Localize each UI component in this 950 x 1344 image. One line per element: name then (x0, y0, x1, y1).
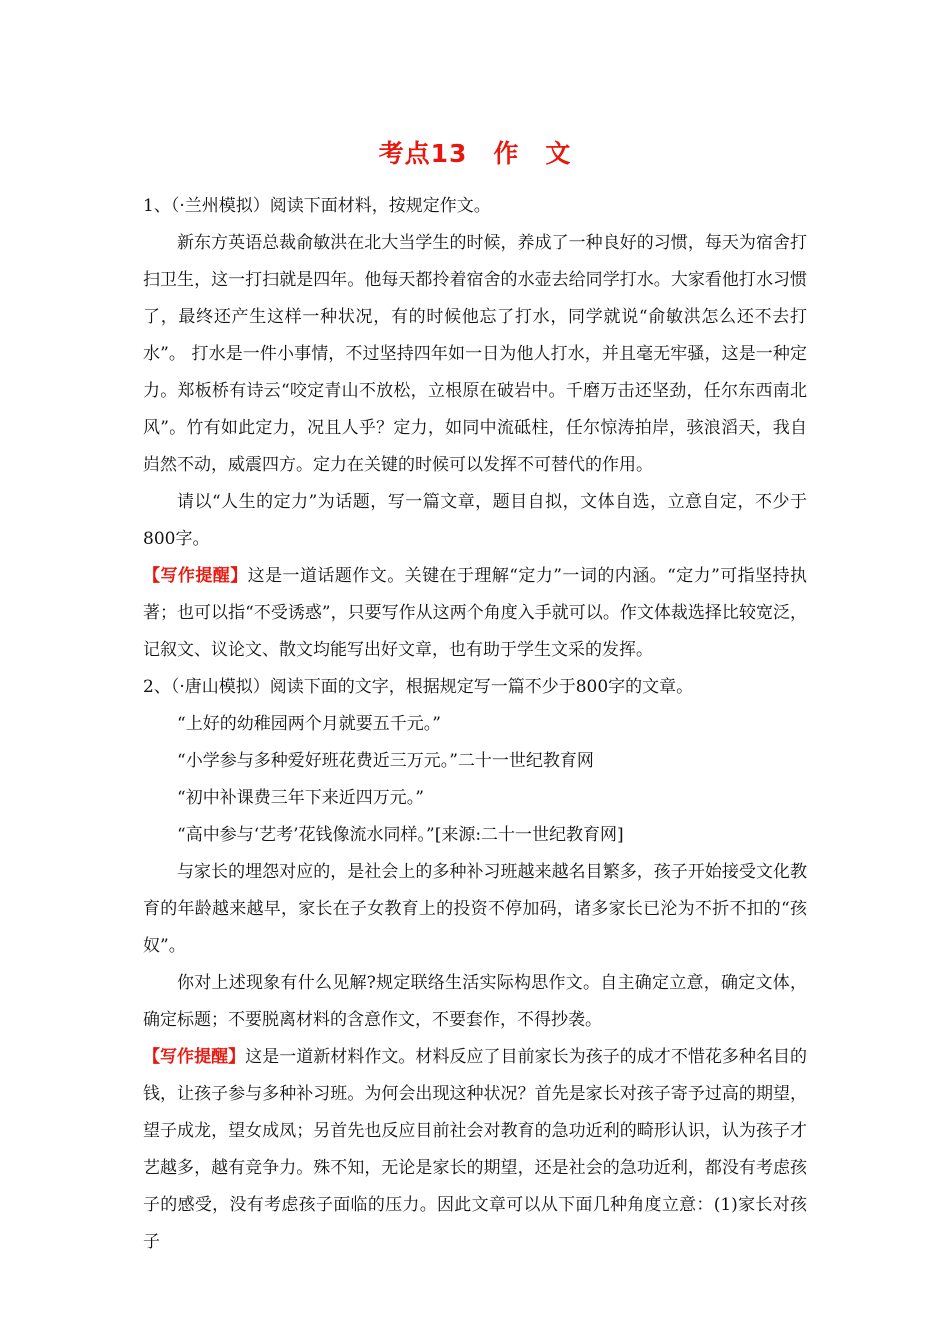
writing-tip-text: 这是一道新材料作文。材料反应了目前家长为孩子的成才不惜花多种名目的钱，让孩子参与多种补习班。为何会出现这种状况？首先是家长对孩子寄予过高的期望，望子成龙，望女成凤；另首先也反应目前社会对教育的急功近利的畸形认识，认为孩子才艺越多，越有竞争力。殊不知，无论是家长的期望，还是社会的急功近利，都没有考虑孩子的感受，没有考虑孩子面临的压力。因此文章可以从下面几种角度立意：(1)家长对孩子 (143, 1047, 808, 1252)
document-body (143, 188, 807, 1261)
question-2-tip (143, 1039, 807, 1261)
quote-line: “初中补课费三年下来近四万元。” (177, 788, 424, 808)
question-1-requirement: 请以“人生的定力”为话题，写一篇文章，题目自拟，文体自选，立意自定，不少于800字。 (143, 492, 807, 549)
question-2-header: 2、（·唐山模拟）阅读下面的文字，根据规定写一篇不少于800字的文章。 (143, 677, 694, 697)
page-title: 考点13 作 文 (378, 139, 572, 168)
question-1-material: 新东方英语总裁俞敏洪在北大当学生的时候，养成了一种良好的习惯，每天为宿舍打扫卫生，这一打扫就是四年。他每天都拎着宿舍的水壶去给同学打水。大家看他打水习惯了，最终还产生这样一种状况，有的时候他忘了打水，同学就说“俞敏洪怎么还不去打水”。 打水是一件小事情，不过坚持四年如一日为他人打水，并且毫无牢骚，这是一种定力。郑板桥有诗云“咬定青山不放松，立根原在破岩中。千磨万击还坚劲，任尔东西南北风”。竹有如此定力，况且人乎？定力，如同中流砥柱，任尔惊涛拍岸，骇浪滔天，我自岿然不动，威震四方。定力在关键的时候可以发挥不可替代的作用。 (143, 233, 807, 475)
quote-line: “小学参与多种爱好班花费近三万元。”二十一世纪教育网 (177, 751, 594, 771)
writing-tip-label: 【写作提醒】 (143, 566, 248, 586)
writing-tip-text: 这是一道话题作文。关键在于理解“定力”一词的内涵。“定力”可指坚持执著；也可以指“不受诱惑”，只要写作从这两个角度入手就可以。作文体裁选择比较宽泛，记叙文、议论文、散文均能写出好文章，也有助于学生文采的发挥。 (143, 566, 808, 660)
quote-line: “上好的幼稚园两个月就要五千元。” (177, 714, 441, 734)
question-2-material: 与家长的埋怨对应的，是社会上的多种补习班越来越名目繁多，孩子开始接受文化教育的年龄越来越早，家长在子女教育上的投资不停加码，诸多家长已沦为不折不扣的“孩奴”。 (143, 862, 807, 956)
quote-line: “高中参与‘艺考’花钱像流水同样。”[来源:二十一世纪教育网] (177, 825, 624, 845)
writing-tip-label: 【写作提醒】 (143, 1047, 246, 1067)
question-2-requirement: 你对上述现象有什么见解?规定联络生活实际构思作文。自主确定立意，确定文体，确定标题；不要脱离材料的含意作文，不要套作，不得抄袭。 (143, 973, 807, 1030)
question-1-tip (143, 558, 807, 669)
question-1-header: 1、（·兰州模拟）阅读下面材料，按规定作文。 (143, 196, 491, 216)
